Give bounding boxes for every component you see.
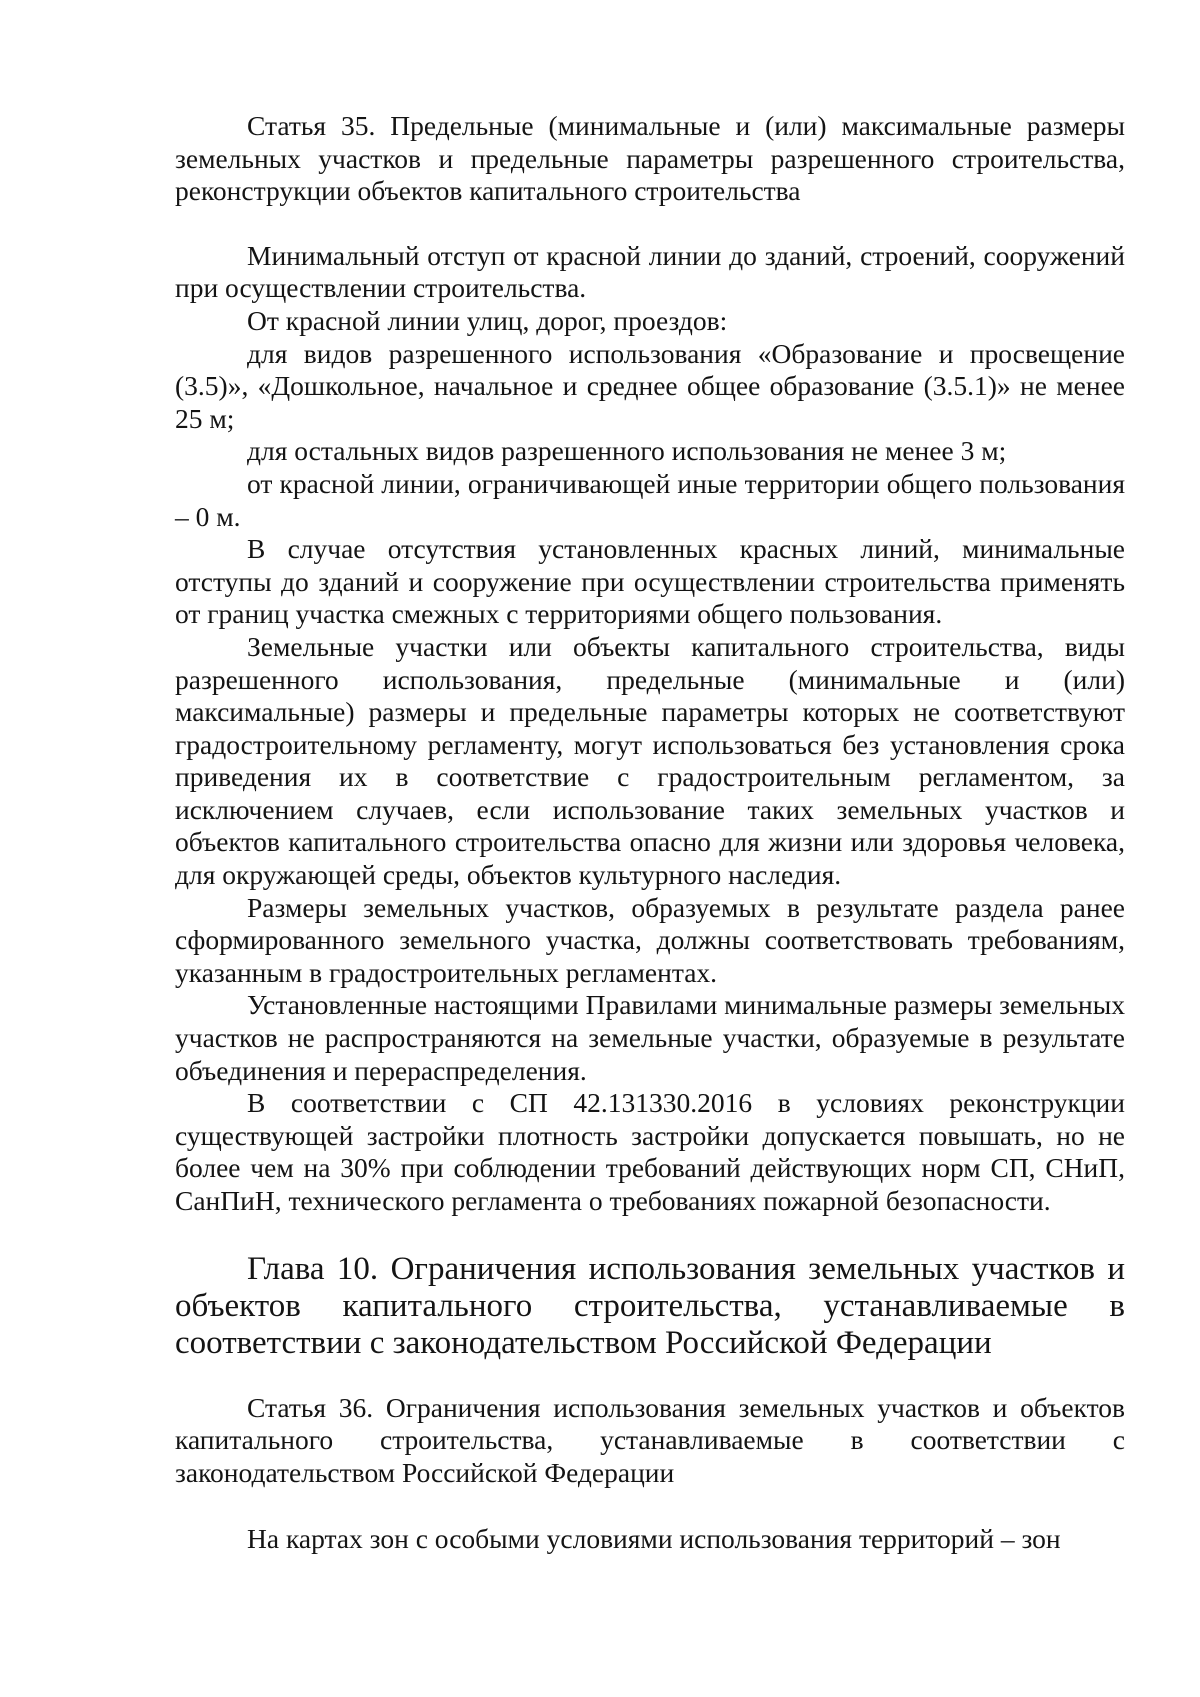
article-35-paragraph-3: для видов разрешенного использования «Образование и просвещение (3.5)», «Дошкольное, начальное и среднее общее образование (3.5.1)» не менее 25 м; [175,337,1125,434]
chapter-10-heading: Глава 10. Ограничения использования земельных участков и объектов капитального строительства, устанавливаемые в соответствии с законодательством Российской Федерации [175,1250,1125,1361]
article-35-paragraph-6: В случае отсутствия установленных красных линий, минимальные отступы до зданий и сооружение при осуществлении строительства применять от границ участка смежных с территориями общего пользования. [175,533,1125,630]
article-35-paragraph-2: От красной линии улиц, дорог, проездов: [247,304,728,336]
article-35-paragraph-10: В соответствии с СП 42.131330.2016 в условиях реконструкции существующей застройки плотность застройки допускается повышать, но не более чем на 30% при соблюдении требований действующих норм СП, СНиП, СанПиН, технического регламента о требованиях пожарной безопасности. [175,1087,1125,1216]
article-35-paragraph-8: Размеры земельных участков, образуемых в результате раздела ранее сформированного земельного участка, должны соответствовать требованиям, указанным в градостроительных регламентах. [175,891,1125,988]
article-35-paragraph-1: Минимальный отступ от красной линии до зданий, строений, сооружений при осуществлении строительства. [175,239,1125,304]
article-35-paragraph-5: от красной линии, ограничивающей иные территории общего пользования – 0 м. [175,467,1125,532]
spacer [175,1362,1125,1392]
article-35-paragraph-4: для остальных видов разрешенного использования не менее 3 м; [247,435,1007,467]
article-36-paragraph-1: На картах зон с особыми условиями использования территорий – зон [247,1523,1061,1555]
spacer [175,1218,1125,1251]
article-35-paragraph-9: Установленные настоящими Правилами минимальные размеры земельных участков не распространяются на земельные участки, образуемые в результате объединения и перераспределения. [175,989,1125,1086]
spacer [175,1489,1125,1523]
spacer [175,208,1125,240]
article-35-paragraph-7: Земельные участки или объекты капитального строительства, виды разрешенного использования, предельные (минимальные и (или) максимальные) размеры и предельные параметры которых не соответствуют градостроительному регламенту, могут использоваться без установления срока приведения их в соответствие с градостроительным регламентом, за исключением случаев, если использование таких земельных участков и объектов капитального строительства опасно для жизни или здоровья человека, для окружающей среды, объектов культурного наследия. [175,630,1125,891]
document-page [175,110,1125,1556]
article-35-heading: Статья 35. Предельные (минимальные и (или) максимальные размеры земельных участков и предельные параметры разрешенного строительства, реконструкции объектов капитального строительства [175,110,1125,207]
article-36-heading: Статья 36. Ограничения использования земельных участков и объектов капитального строительства, устанавливаемые в соответствии с законодательством Российской Федерации [175,1391,1125,1488]
